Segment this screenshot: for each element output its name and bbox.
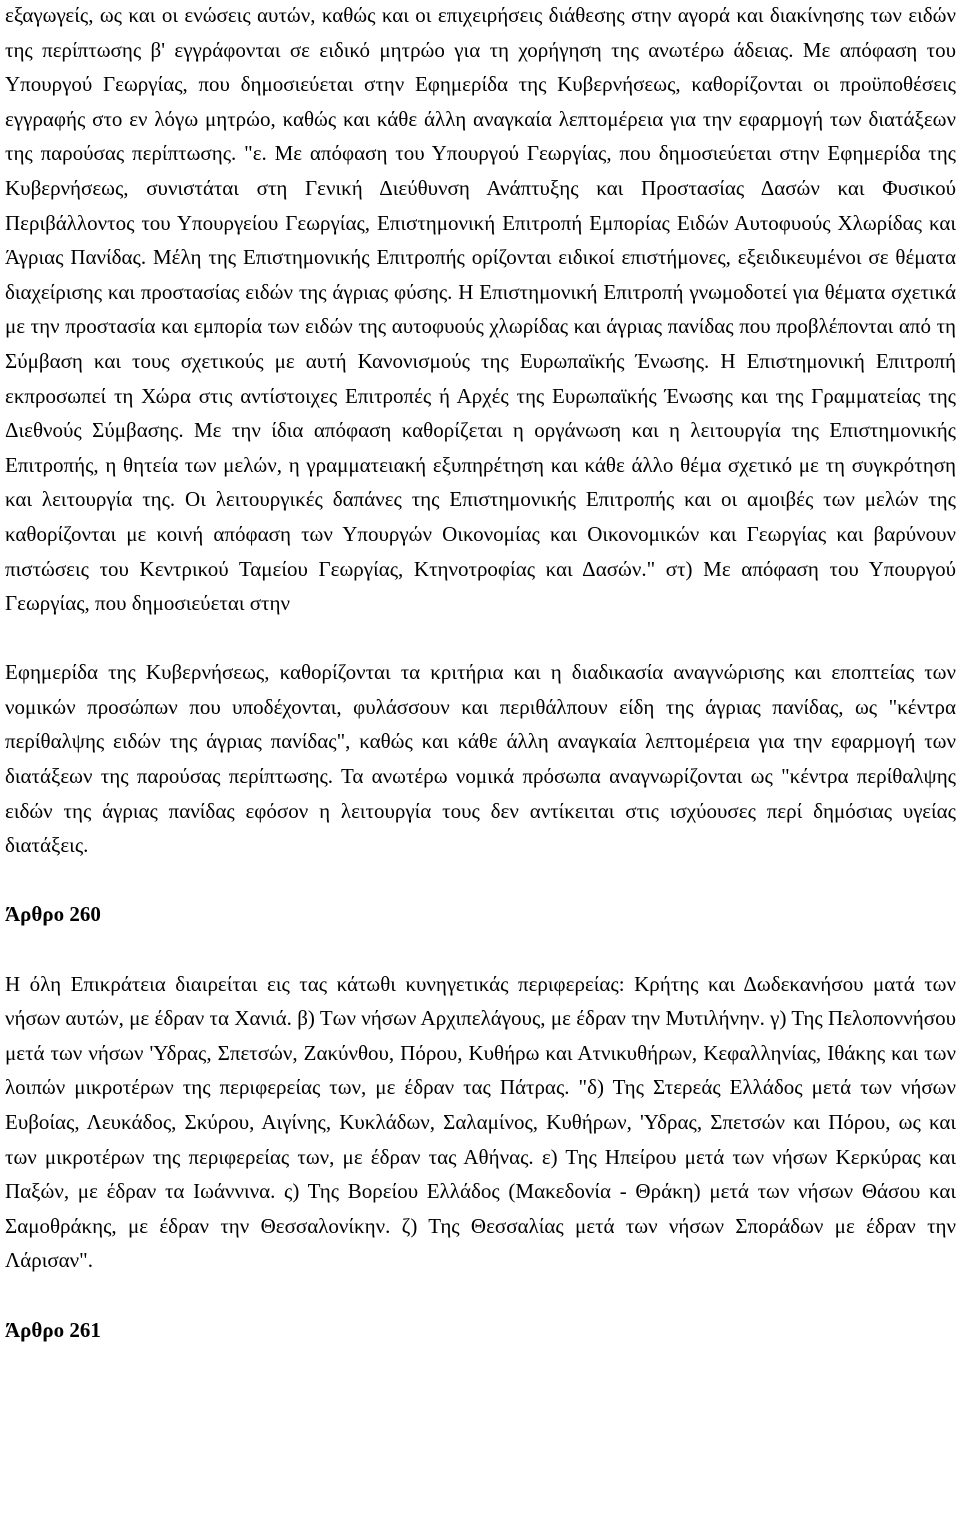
body-paragraph: εξαγωγείς, ως και οι ενώσεις αυτών, καθώς και οι επιχειρήσεις διάθεσης στην αγορά και διακίνησης των ειδών της περίπτωσης β' εγγράφονται σε ειδικό μητρώο για τη χορήγηση της ανωτέρω άδειας. Με απόφαση του Υπουργού Γεωργίας, που δημοσιεύεται στην Εφημερίδα της Κυβερνήσεως, καθορίζονται οι προϋποθέσεις εγγραφής στο εν λόγω μητρώο, καθώς και κάθε άλλη αναγκαία λεπτομέρεια για την εφαρμογή των διατάξεων της παρούσας περίπτωσης. "ε. Με απόφαση του Υπουργού Γεωργίας, που δημοσιεύεται στην Εφημερίδα της Κυβερνήσεως, συνιστάται στη Γενική Διεύθυνση Ανάπτυξης και Προστασίας Δασών και Φυσικού Περιβάλλοντος του Υπουργείου Γεωργίας, Επιστημονική Επιτροπή Εμπορίας Ειδών Αυτοφυούς Χλωρίδας και Άγριας Πανίδας. Μέλη της Επιστημονικής Επιτροπής ορίζονται ειδικοί επιστήμονες, εξειδικευμένοι σε θέματα διαχείρισης και προστασίας ειδών της άγριας φύσης. Η Επιστημονική Επιτροπή γνωμοδοτεί για θέματα σχετικά με την προστασία και εμπορία των ειδών της αυτοφυούς χλωρίδας και άγριας πανίδας που προβλέπονται από τη Σύμβαση και τους σχετικούς με αυτή Κανονισμούς της Ευρωπαϊκής Ένωσης. Η Επιστημονική Επιτροπή εκπροσωπεί τη Χώρα στις αντίστοιχες Επιτροπές ή Αρχές της Ευρωπαϊκής Ένωσης και της Γραμματείας της Διεθνούς Σύμβασης. Με την ίδια απόφαση καθορίζεται η οργάνωση και η λειτουργία της Επιστημονικής Επιτροπής, η θητεία των μελών, η γραμματειακή εξυπηρέτηση και κάθε άλλο θέμα σχετικό με τη συγκρότηση και λειτουργία της. Οι λειτουργικές δαπάνες της Επιστημονικής Επιτροπής και οι αμοιβές των μελών της καθορίζονται με κοινή απόφαση των Υπουργών Οικονομίας και Οικονομικών και Γεωργίας και βαρύνουν πιστώσεις του Κεντρικού Ταμείου Γεωργίας, Κτηνοτροφίας και Δασών." στ) Με απόφαση του Υπουργού Γεωργίας, που δημοσιεύεται στην (5, 3, 956, 616)
article-heading: Άρθρο 260 (5, 902, 101, 927)
body-paragraph: Η όλη Επικράτεια διαιρείται εις τας κάτωθι κυνηγετικάς περιφερείας: Κρήτης και Δωδεκανήσου ματά των νήσων αυτών, με έδραν τα Χανιά. β) Των νήσων Αρχιπελάγους, με έδραν την Μυτιλήνην. γ) Της Πελοποννήσου μετά των νήσων 'Υδρας, Σπετσών, Ζακύνθου, Πόρου, Κυθήρω και Ατνικυθήρων, Κεφαλληνίας, Ιθάκης και των λοιπών μικροτέρων της περιφερείας των, με έδραν τας Πάτρας. "δ) Της Στερεάς Ελλάδος μετά των νήσων Ευβοίας, Λευκάδος, Σκύρου, Αιγίνης, Κυκλάδων, Σαλαμίνος, Κυθήρων, 'Υδρας, Σπετσών και Πόρου, ως και των μικροτέρων της περιφερείας των, με έδραν τας Αθήνας. ε) Της Ηπείρου μετά των νήσων Κερκύρας και Παξών, με έδραν τα Ιωάννινα. ς) Της Βορείου Ελλάδος (Μακεδονία - Θράκη) μετά των νήσων Θάσου και Σαμοθράκης, με έδραν την Θεσσαλονίκην. ζ) Της Θεσσαλίας μετά των νήσων Σποράδων με έδραν την Λάρισαν". (5, 971, 956, 1273)
article-heading: Άρθρο 261 (5, 1317, 101, 1342)
document-page (5, 0, 956, 1347)
body-paragraph: Εφημερίδα της Κυβερνήσεως, καθορίζονται τα κριτήρια και η διαδικασία αναγνώρισης και εποπτείας των νομικών προσώπων που υποδέχονται, φυλάσσουν και περιθάλπουν είδη της άγριας πανίδας, ως "κέντρα περίθαλψης ειδών της άγριας πανίδας", καθώς και κάθε άλλη αναγκαία λεπτομέρεια για την εφαρμογή των διατάξεων της παρούσας περίπτωσης. Τα ανωτέρω νομικά πρόσωπα αναγνωρίζονται ως "κέντρα περίθαλψης ειδών της άγριας πανίδας εφόσον η λειτουργία τους δεν αντίκειται στις ισχύουσες περί δημόσιας υγείας διατάξεις. (5, 660, 956, 858)
